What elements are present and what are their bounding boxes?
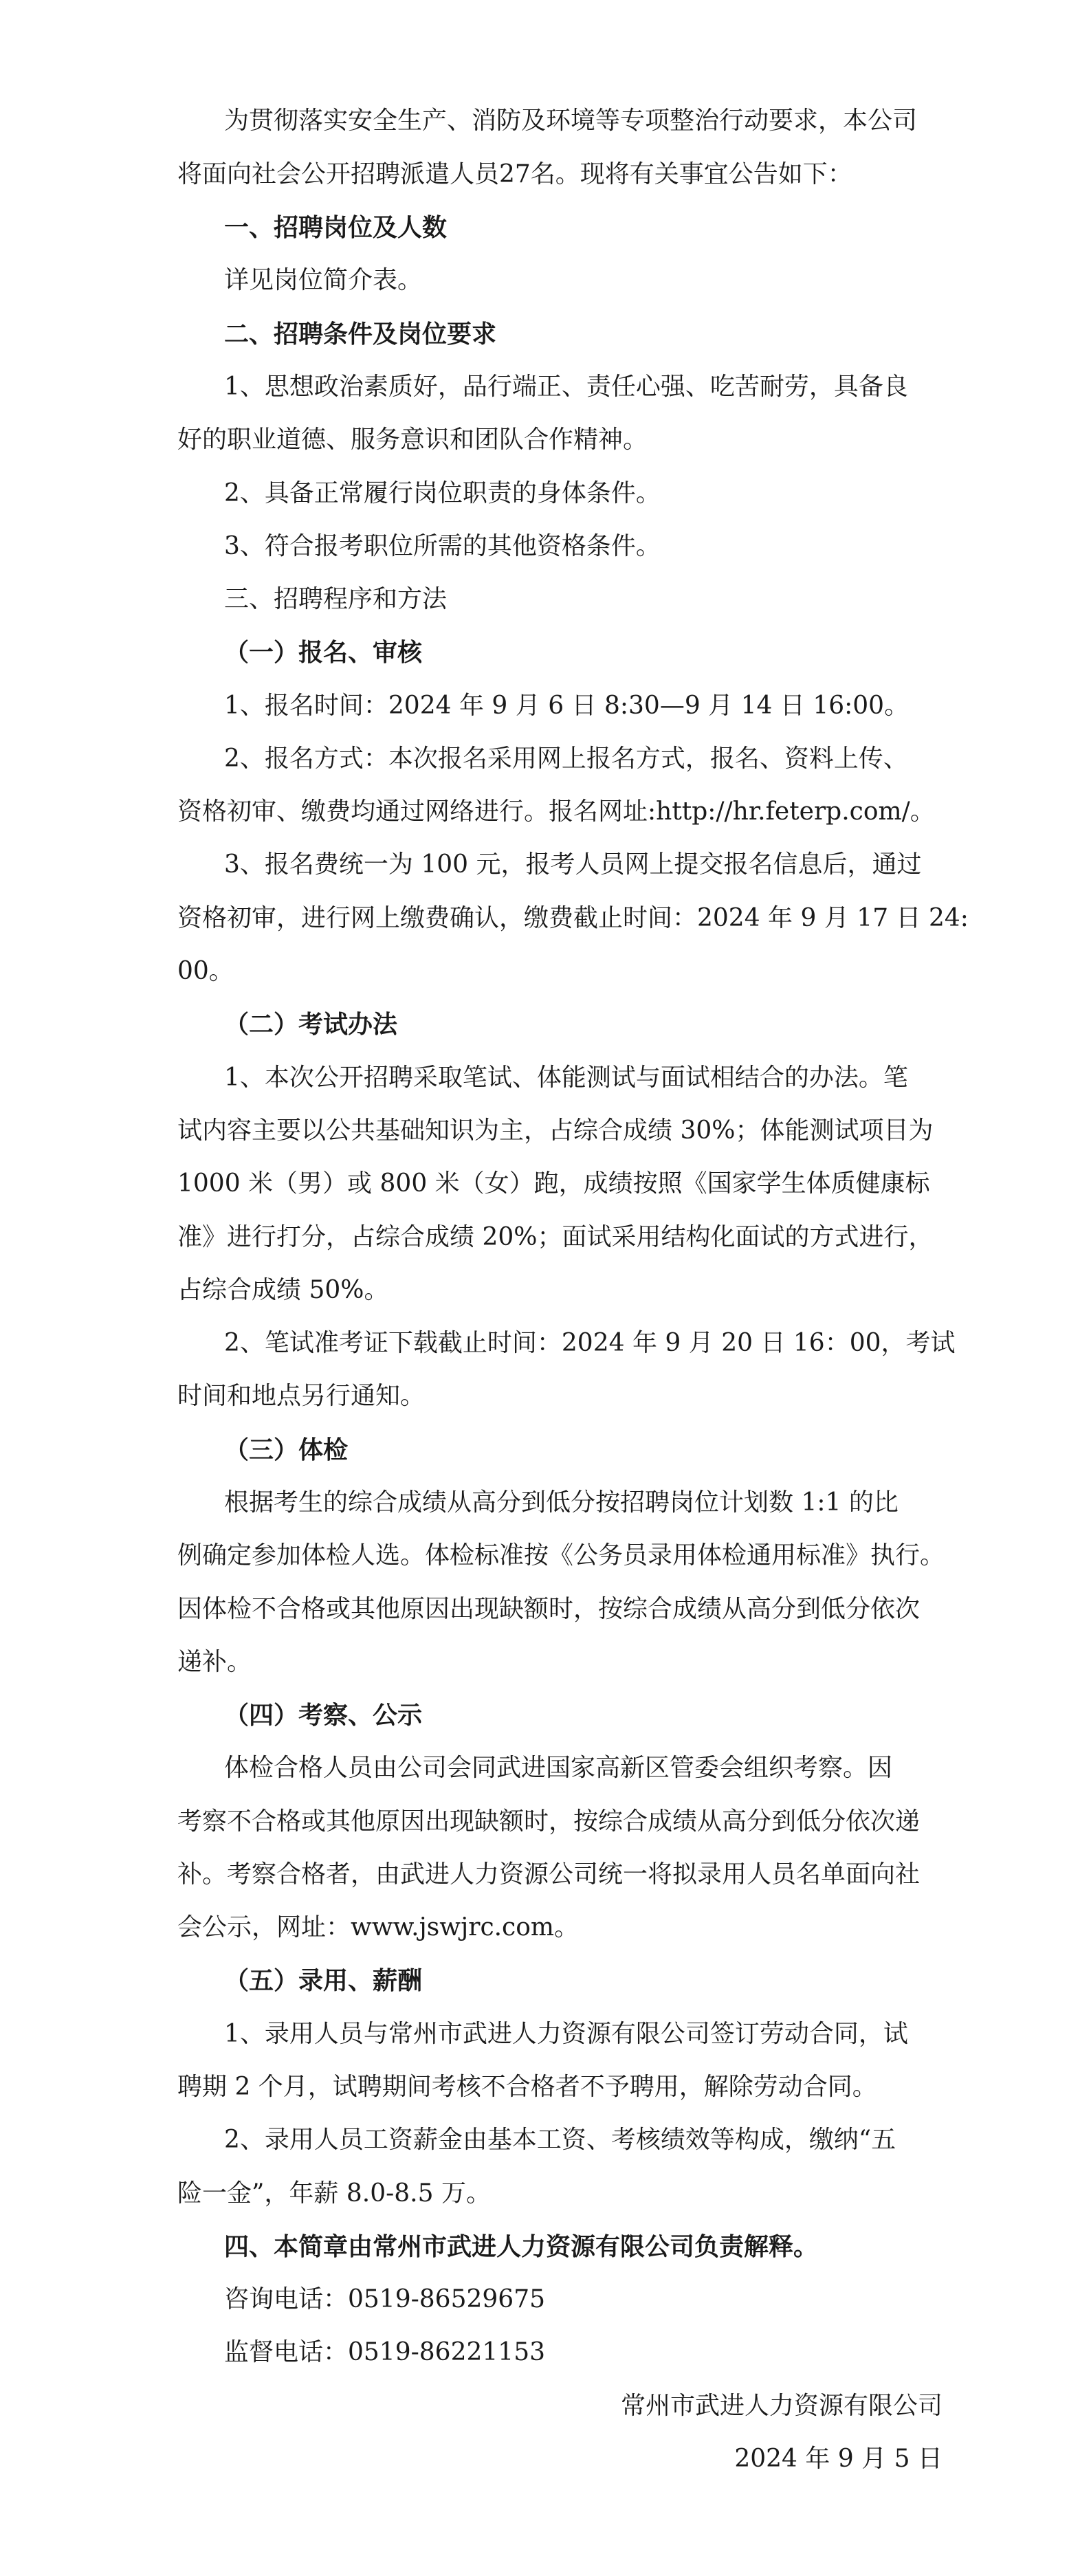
supervision-phone: 监督电话：0519-86221153 bbox=[224, 2338, 546, 2366]
section-heading: 二、招聘条件及岗位要求 bbox=[224, 320, 497, 349]
paragraph-line: 1、本次公开招聘采取笔试、体能测试与面试相结合的办法。笔 bbox=[224, 1064, 908, 1092]
paragraph-line: 2、具备正常履行岗位职责的身体条件。 bbox=[224, 479, 661, 507]
section-heading: 一、招聘岗位及人数 bbox=[224, 213, 448, 242]
paragraph-line: 2、笔试准考证下载截止时间：2024 年 9 月 20 日 16：00，考试 bbox=[224, 1329, 956, 1357]
contact-phone: 咨询电话：0519-86529675 bbox=[224, 2285, 546, 2313]
subsection-heading: （一）报名、审核 bbox=[224, 638, 423, 667]
section-heading: 四、本简章由常州市武进人力资源有限公司负责解释。 bbox=[224, 2232, 819, 2261]
paragraph-line: 资格初审，进行网上缴费确认，缴费截止时间：2024 年 9 月 17 日 24: bbox=[177, 904, 969, 932]
section-heading: 三、招聘程序和方法 bbox=[224, 585, 448, 613]
paragraph-line: 体检合格人员由公司会同武进国家高新区管委会组织考察。因 bbox=[224, 1754, 893, 1782]
paragraph-line: 时间和地点另行通知。 bbox=[177, 1382, 426, 1410]
paragraph-line: 因体检不合格或其他原因出现缺额时，按综合成绩从高分到低分依次 bbox=[177, 1595, 921, 1623]
paragraph-line: 资格初审、缴费均通过网络进行。报名网址:http://hr.feterp.com/。 bbox=[177, 797, 935, 826]
subsection-heading: （五）录用、薪酬 bbox=[224, 1966, 423, 1995]
paragraph-line: 00。 bbox=[177, 957, 234, 985]
paragraph-line: 例确定参加体检人选。体检标准按《公务员录用体检通用标准》执行。 bbox=[177, 1541, 945, 1570]
paragraph-line: 1000 米（男）或 800 米（女）跑，成绩按照《国家学生体质健康标 bbox=[177, 1169, 930, 1198]
paragraph-line: 详见岗位简介表。 bbox=[224, 266, 423, 294]
subsection-heading: （三）体检 bbox=[224, 1435, 349, 1464]
paragraph-line: 为贯彻落实安全生产、消防及环境等专项整治行动要求，本公司 bbox=[224, 107, 918, 135]
paragraph-line: 将面向社会公开招聘派遣人员27名。现将有关事宜公告如下： bbox=[177, 160, 852, 188]
subsection-heading: （二）考试办法 bbox=[224, 1010, 398, 1039]
paragraph-line: 2、报名方式：本次报名采用网上报名方式，报名、资料上传、 bbox=[224, 745, 908, 773]
paragraph-line: 试内容主要以公共基础知识为主，占综合成绩 30%；体能测试项目为 bbox=[177, 1116, 934, 1145]
paragraph-line: 会公示，网址：www.jswjrc.com。 bbox=[177, 1913, 580, 1941]
signature-company: 常州市武进人力资源有限公司 bbox=[620, 2392, 943, 2420]
paragraph-line: 根据考生的综合成绩从高分到低分按招聘岗位计划数 1:1 的比 bbox=[224, 1488, 899, 1517]
signature-date: 2024 年 9 月 5 日 bbox=[734, 2445, 943, 2473]
paragraph-line: 递补。 bbox=[177, 1648, 252, 1676]
paragraph-line: 准》进行打分，占综合成绩 20%；面试采用结构化面试的方式进行， bbox=[177, 1223, 934, 1251]
paragraph-line: 2、录用人员工资薪金由基本工资、考核绩效等构成，缴纳“五 bbox=[224, 2126, 896, 2154]
paragraph-line: 聘期 2 个月，试聘期间考核不合格者不予聘用，解除劳动合同。 bbox=[177, 2073, 877, 2101]
paragraph-line: 1、录用人员与常州市武进人力资源有限公司签订劳动合同，试 bbox=[224, 2020, 908, 2048]
paragraph-line: 3、报名费统一为 100 元，报考人员网上提交报名信息后，通过 bbox=[224, 850, 922, 879]
paragraph-line: 1、报名时间：2024 年 9 月 6 日 8:30—9 月 14 日 16:00。 bbox=[224, 692, 910, 720]
paragraph-line: 考察不合格或其他原因出现缺额时，按综合成绩从高分到低分依次递 bbox=[177, 1807, 921, 1836]
paragraph-line: 好的职业道德、服务意识和团队合作精神。 bbox=[177, 426, 648, 454]
paragraph-line: 险一金”，年薪 8.0-8.5 万。 bbox=[177, 2179, 491, 2208]
paragraph-line: 占综合成绩 50%。 bbox=[177, 1276, 389, 1304]
subsection-heading: （四）考察、公示 bbox=[224, 1701, 423, 1730]
paragraph-line: 补。考察合格者，由武进人力资源公司统一将拟录用人员名单面向社 bbox=[177, 1860, 921, 1889]
paragraph-line: 1、思想政治素质好，品行端正、责任心强、吃苦耐劳，具备良 bbox=[224, 373, 908, 401]
paragraph-line: 3、符合报考职位所需的其他资格条件。 bbox=[224, 532, 661, 560]
